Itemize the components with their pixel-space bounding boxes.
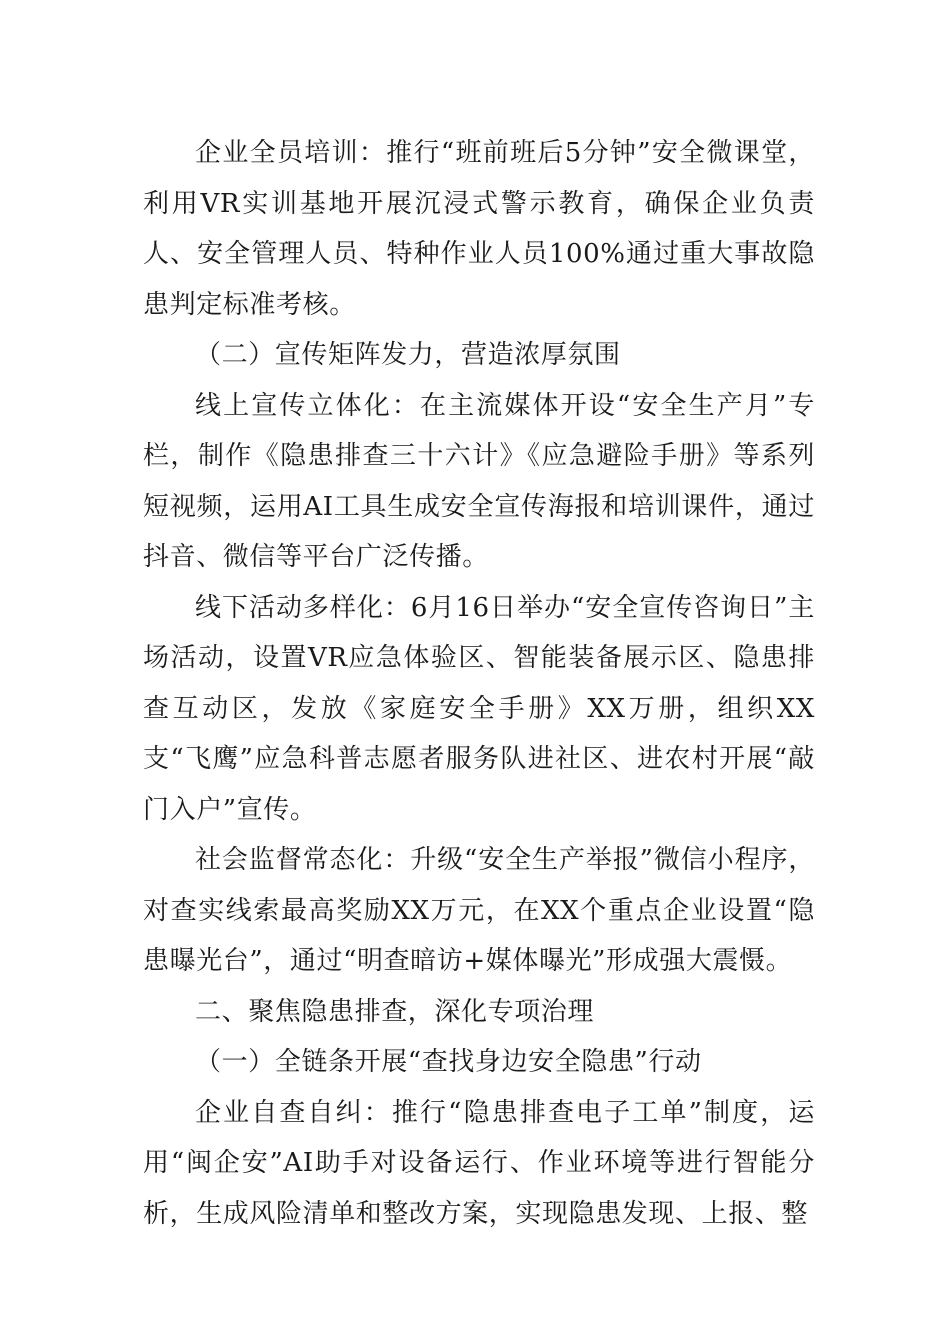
section-heading-hazard-inspection: 二、聚焦隐患排查，深化专项治理 [195, 996, 595, 1027]
paragraph-social-supervision: 社会监督常态化：升级“安全生产举报”微信小程序，对查实线索最高奖励XX万元，在XX个重点企业设置“隐患曝光台”，通过“明查暗访+媒体曝光”形成强大震慑。 [143, 845, 815, 976]
paragraph-offline-activities: 线下活动多样化：6月16日举办“安全宣传咨询日”主场活动，设置VR应急体验区、智能装备展示区、隐患排查互动区，发放《家庭安全手册》XX万册，组织XX支“飞鹰”应急科普志愿者服务队进社区、进农村开展“敲门入户”宣传。 [143, 592, 815, 825]
paragraph-enterprise-self-inspection: 企业自查自纠：推行“隐患排查电子工单”制度，运用“闽企安”AI助手对设备运行、作业环境等进行智能分析，生成风险清单和整改方案，实现隐患发现、上报、整 [143, 1097, 815, 1229]
document-body [143, 128, 815, 1239]
paragraph-online-publicity: 线上宣传立体化：在主流媒体开设“安全生产月”专栏，制作《隐患排查三十六计》《应急避险手册》等系列短视频，运用AI工具生成安全宣传海报和培训课件，通过抖音、微信等平台广泛传播。 [143, 390, 815, 572]
subheading-full-chain-action: （一）全链条开展“查找身边安全隐患”行动 [195, 1047, 702, 1077]
subheading-publicity-matrix: （二）宣传矩阵发力，营造浓厚氛围 [195, 340, 621, 370]
paragraph-staff-training: 企业全员培训：推行“班前班后5分钟”安全微课堂，利用VR实训基地开展沉浸式警示教育，确保企业负责人、安全管理人员、特种作业人员100%通过重大事故隐患判定标准考核。 [143, 138, 815, 320]
